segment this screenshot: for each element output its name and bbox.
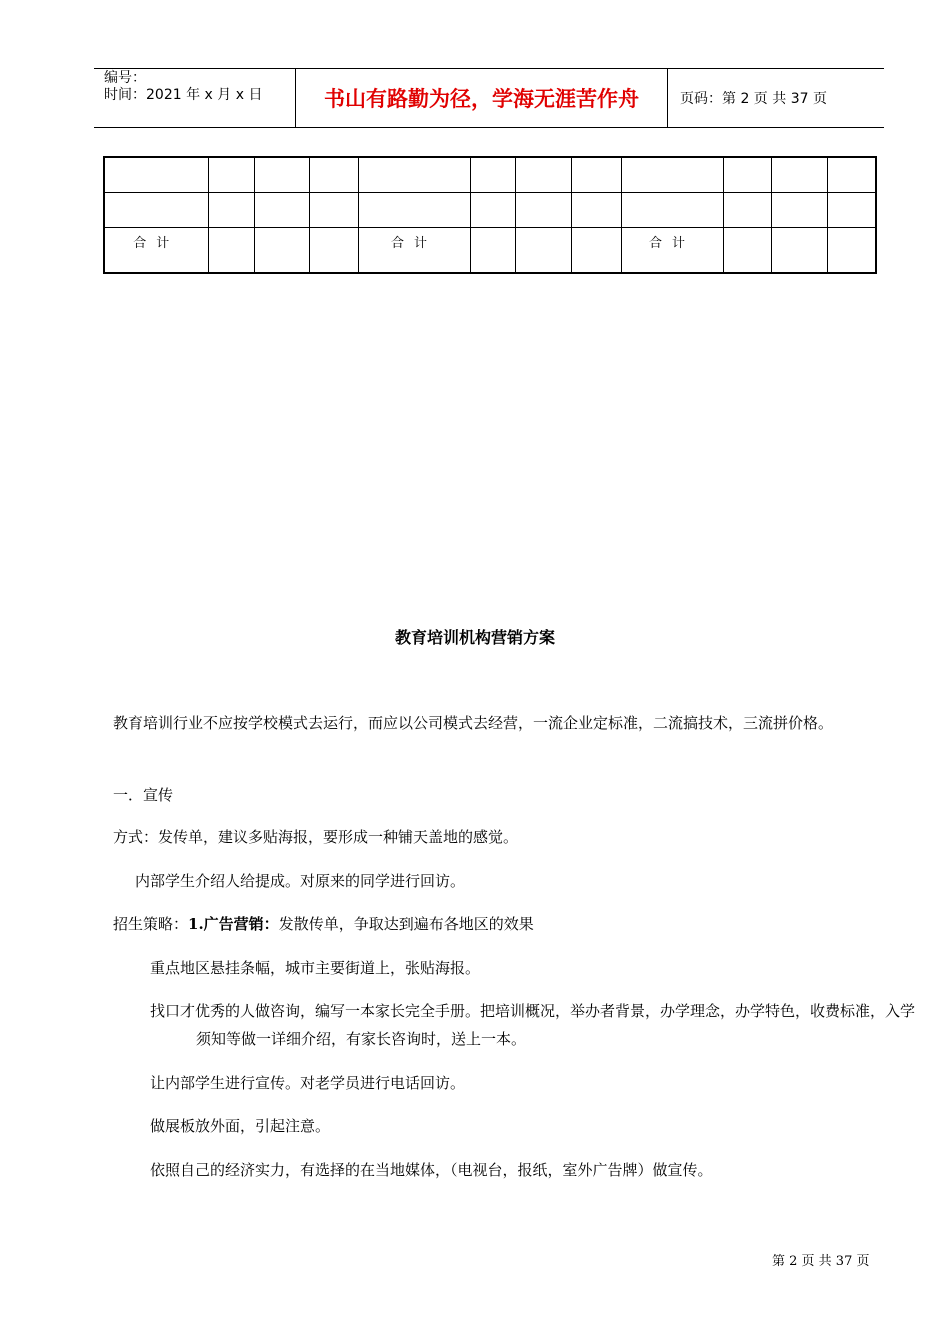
strategy-paragraph	[113, 910, 534, 938]
list-item: 重点地区悬挂条幅，城市主要街道上，张贴海报。	[150, 959, 481, 977]
total-label: 合计	[621, 228, 723, 274]
header-motto: 书山有路勤为径，学海无涯苦作舟	[296, 69, 668, 127]
list-item: 依照自己的经济实力，有选择的在当地媒体，（电视台，报纸，室外广告牌）做宣传。	[150, 1161, 713, 1179]
page-header	[94, 68, 884, 128]
strategy-rest: 发散传单，争取达到遍布各地区的效果	[278, 915, 534, 933]
intro-paragraph: 教育培训行业不应按学校模式去运行，而应以公司模式去经营，一流企业定标准，二流搞技术，三流拼价格。	[113, 714, 834, 732]
table-total-row	[104, 228, 876, 274]
strategy-prefix: 招生策略：	[113, 915, 189, 933]
header-meta	[94, 69, 296, 127]
total-label: 合计	[358, 228, 470, 274]
header-page-label: 页码：第 2 页 共 37 页	[680, 91, 827, 107]
list-item: 做展板放外面，引起注意。	[150, 1117, 331, 1135]
table-row	[104, 157, 876, 193]
number-label: 编号：	[104, 70, 146, 86]
summary-table	[103, 156, 877, 274]
document-title: 教育培训机构营销方案	[394, 628, 555, 647]
list-item: 让内部学生进行宣传。对老学员进行电话回访。	[150, 1074, 466, 1092]
time-label: 时间：2021 年 x 月 x 日	[104, 87, 263, 103]
total-label: 合计	[104, 228, 208, 274]
method-paragraph: 方式：发传单，建议多贴海报，要形成一种铺天盖地的感觉。	[113, 828, 519, 846]
section-heading: 一．宣传	[113, 786, 174, 804]
referral-paragraph: 内部学生介绍人给提成。对原来的同学进行回访。	[135, 872, 466, 890]
table-row	[104, 193, 876, 228]
list-item: 找口才优秀的人做咨询，编写一本家长完全手册。把培训概况，举办者背景，办学理念，办学特色，收费标准，入学须知等做一详细介绍，有家长咨询时，送上一本。	[150, 1002, 916, 1048]
page-footer: 第 2 页 共 37 页	[772, 1254, 870, 1269]
strategy-bold: 1.广告营销：	[188, 915, 279, 933]
